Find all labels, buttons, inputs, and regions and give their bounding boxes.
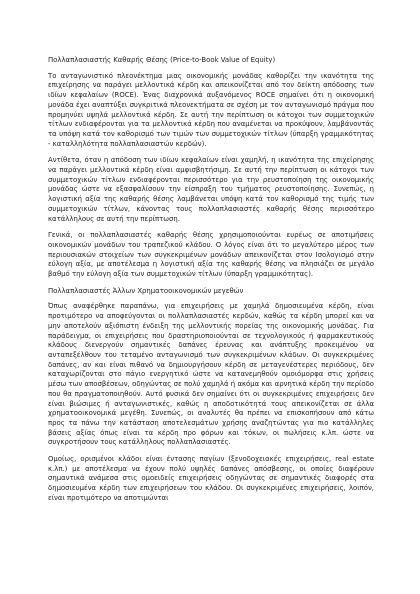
- document-body: [48, 56, 374, 511]
- paragraph-low-earnings: Όπως αναφέρθηκε παραπάνω, για επιχειρήσεις με χαμηλά δημοσιευμένα κέρδη, είναι προτιμότερο να αποφεύγονται οι πολλαπλασιαστές κερδών, καθώς τα κέρδη μπορεί και να μην αποτελούν αξιόπιστη ένδειξη της μελλοντικής πορείας της οικονομικής μονάδας. Για παράδειγμα, οι επιχειρήσεις που δραστηριοποιούνται σε τεχνολογικούς ή φαρμακευτικούς κλάδους διενεργούν σημαντικές δαπάνες έρευνας και ανάπτυξης προκειμένου να ανταπεξέλθουν του τεταμένο ανταγωνισμό των συγκεκριμένων κλάδων. Οι συγκεκριμένες δαπάνες, αν και είναι πιθανό να δημιουργήσουν κέρδη σε μεταγενέστερες περιόδους, δεν καταχωρίζονται στο πάγιο ενεργητικό ώστε να κατανεμηθούν ομοιόμορφα στις χρήσεις μέσω των αποσβέσεων, οδηγώντας σε πολύ χαμηλά ή ακόμα και αρνητικά κέρδη την περίοδο που θα πραγματοποιηθούν. Αυτό φυσικά δεν σημαίνει ότι οι συγκεκριμένες επιχειρήσεις δεν είναι βιώσιμες ή ανταγωνιστικές, καθώς η αποδοτικότητά τους απεικονίζεται σε άλλα χρηματοοικονομικά μεγέθη. Συνεπώς, οι αναλυτές θα πρέπει να επισκοπήσουν από κάτω προς τα πάνω την κατάσταση αποτελεσμάτων χρήσης αναζητώντας για πιο κατάλληλες βάσεις αξίας όπως είναι τα κέρδη προ φόρων και τόκων, οι πωλήσεις κ.λπ. ώστε να συγκροτήσουν τους κατάλληλους πολλαπλασιαστές.: [48, 302, 374, 447]
- paragraph-capital-intensive: Ομοίως, ορισμένοι κλάδοι είναι έντασης παγίων (ξενοδοχειακές επιχειρήσεις, real estate κ.λπ.) με αποτέλεσμα να έχουν πολύ υψηλές δαπάνες απόσβεσης, οι οποίες διαφέρουν σημαντικά ανάμεσα στις ομοειδείς επιχειρήσεις οδηγώντας σε σημαντικές διαφορές στα δημοσιευμένα κέρδη των επιχειρήσεων του κλάδου. Οι συγκεκριμένες επιχειρήσεις, λοιπόν, είναι προτιμότερο να αποτιμώνται: [48, 455, 374, 502]
- paragraph-low-roe: Αντίθετα, όταν η απόδοση των ιδίων κεφαλαίων είναι χαμηλή, η ικανότητα της επιχείρησης να παράγει μελλοντικά κέρδη είναι αμφισβητήσιμη. Σε αυτή την περίπτωση οι κάτοχοι των συμμετοχικών τίτλων ενδιαφέρονται περισσότερο για την ρευστοποίηση της οικονομικής μονάδας ώστε να εξασφαλίσουν την είσπραξη του τμήματος ρευστοποίησης. Συνεπώς, η λογιστική αξία της καθαρής θέσης λαμβάνεται υπόψη κατά τον καθορισμό της τιμής των συμμετοχικών τίτλων, κάνοντας τους πολλαπλασιαστές καθαρής θέσης περισσότερο κατάλληλους σε αυτή την περίπτωση.: [48, 156, 374, 223]
- section-heading-price-to-book: Πολλαπλασιαστής Καθαρής Θέσης (Price-to-Book Value of Equity): [48, 56, 276, 64]
- paragraph-competitive-advantage: Το ανταγωνιστικό πλεονέκτημα μιας οικονομικής μονάδας καθορίζει την ικανότητα της επιχείρησης να παράγει μελλοντικά κέρδη και απεικονίζεται από τον δείκτη απόδοσης των ιδίων κεφαλαίων (ROCE). Ένας διαχρονικά αυξανόμενος ROCE σημαίνει ότι η οικονομική μονάδα έχει αναπτύξει συγκριτικά πλεονεκτήματα σε σχέση με τον ανταγωνισμό πράγμα που προμηνύει υψηλά μελλοντικά κέρδη. Σε αυτή την περίπτωση οι κάτοχοι των συμμετοχικών τίτλων ενδιαφέρονται για τα μελλοντικά κέρδη που αναμένεται να προκύψουν, λαμβάνοντάς τα υπόψη κατά τον καθορισμό των τιμών των συμμετοχικών τίτλων (ύπαρξη γραμμικότητας - καταλληλότητα πολλαπλασιαστών κερδών).: [48, 71, 374, 148]
- section-heading-other-multiples: Πολλαπλασιαστές Άλλων Χρηματοοικονομικών μεγεθών: [48, 286, 244, 295]
- paragraph-banking-sector: Γενικά, οι πολλαπλασιαστές καθαρής θέσης χρησιμοποιούνται ευρέως σε αποτιμήσεις οικονομικών μονάδων του τραπεζικού κλάδου. Ο λόγος είναι ότι το μεγαλύτερο μέρος των περιουσιακών στοιχείων των συγκεκριμένων μονάδων απεικονίζεται στον Ισολογισμό στην εύλογη αξία, με αποτέλεσμα η λογιστική αξία της καθαρής θέσης να πλησιάζει σε μεγάλο βαθμό την εύλογη αξία των συμμετοχικών τίτλων (ύπαρξη γραμμικότητας).: [48, 231, 374, 279]
